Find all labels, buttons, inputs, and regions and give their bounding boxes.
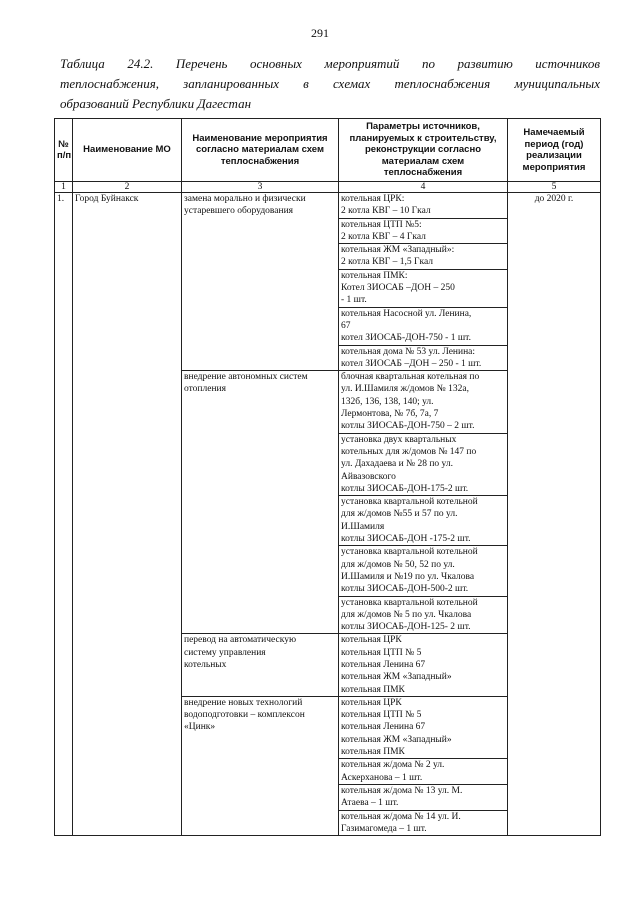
param-line: установка двух квартальных [341,434,457,445]
header-mo [73,119,182,182]
measure-name [182,193,339,371]
measure-line: водоподготовки – комплексон [184,710,305,721]
param-line: Котел ЗИОСАБ –ДОН – 250 [341,283,455,294]
param-line: 2 котла КВГ – 4 Гкал [341,231,426,242]
param-line: котлы ЗИОСАБ-ДОН-125- 2 шт. [341,622,471,633]
param-entry [339,371,507,432]
param-line: И.Шамиля и №19 по ул. Чкалова [341,571,475,582]
param-line: котлы ЗИОСАБ-ДОН -175-2 шт. [341,534,471,545]
param-line: Лермонтова, № 7б, 7а, 7 [341,409,439,420]
param-line: котельная ЦРК [341,635,402,646]
header-line: согласно материалам схем [195,144,324,156]
measure-line: «Цинк» [184,722,216,733]
measure-line: замена морально и физически [184,194,306,204]
param-entry [339,697,507,758]
param-line: котлы ЗИОСАБ-ДОН-175-2 шт. [341,483,469,494]
header-line: мероприятия [522,161,586,173]
param-line: ул. И.Шамиля ж/домов № 132а, [341,384,469,395]
measure-line: котельных [184,659,227,670]
param-line: - 1 шт. [341,295,367,306]
param-line: котел ЗИОСАБ-ДОН-750 - 1 шт. [341,333,471,344]
period-value: до 2020 г. [508,193,601,836]
param-line: котельная ЦТП № 5 [341,710,422,721]
param-line: котельная ЦТП №5: [341,219,422,230]
param-line: Айвазовского [341,471,396,482]
header-line: Намечаемый [523,127,585,138]
param-entry [339,495,507,545]
caption-line: образований Республики Дагестан [60,96,252,111]
header-period [508,119,601,182]
column-number: 1 [55,182,73,193]
param-line: установка квартальной котельной [341,547,478,558]
param-line: И.Шамиля [341,521,385,532]
header-line: Наименование мероприятия [192,132,328,144]
header-params [339,119,508,182]
param-line: 67 [341,320,351,331]
measure-line: устаревшего оборудования [184,206,294,217]
param-line: котельная ЖМ «Западный»: [341,245,455,256]
row-number: 1. [55,193,73,836]
header-line: реализации [526,150,582,161]
measure-line: внедрение автономных систем [184,372,308,383]
table-caption [60,54,600,114]
param-entry [339,758,507,784]
param-line: котел ЗИОСАБ –ДОН – 250 - 1 шт. [341,358,482,369]
param-line: котельная ЖМ «Западный» [341,734,452,745]
caption-line: теплоснабжения, запланированных в схемах теплоснабжения муниципальных [60,76,600,91]
param-entry [339,345,507,371]
column-number: 5 [508,182,601,193]
param-line: Атаева – 1 шт. [341,798,399,809]
param-line: для ж/домов № 50, 52 по ул. [341,559,455,570]
params-cell [339,193,508,371]
header-num [55,119,73,182]
column-number-row [55,182,601,193]
param-line: котельная ЦРК [341,697,402,708]
header-line: № [58,138,69,150]
params-cell [339,634,508,696]
column-number: 2 [73,182,182,193]
param-line: 132б, 136, 138, 140; ул. [341,396,434,407]
param-line: котельная Насосной ул. Ленина, [341,308,472,319]
caption-line: Таблица 24.2. Перечень основных мероприятий по развитию источников [60,56,600,71]
measure-line: внедрение новых технологий [184,697,303,708]
header-line: Параметры источников, [366,121,480,133]
param-line: котлы ЗИОСАБ-ДОН-500-2 шт. [341,584,469,595]
param-line: котельная ж/дома № 14 ул. И. [341,811,461,822]
table-row [55,193,601,371]
param-line: установка квартальной котельной [341,497,478,508]
param-line: Газимагомеда – 1 шт. [341,823,427,834]
column-number: 3 [182,182,339,193]
param-line: для ж/домов №55 и 57 по ул. [341,509,458,520]
measure-line: перевод на автоматическую [184,635,297,646]
param-line: котельная дома № 53 ул. Ленина: [341,346,476,357]
param-line: котельная ПМК [341,684,405,695]
param-line: блочная квартальная котельная по [341,372,480,383]
measure-name [182,696,339,835]
param-line: котлы ЗИОСАБ-ДОН-750 – 2 шт. [341,421,475,432]
measure-line: систему управления [184,647,266,658]
param-entry [339,810,507,836]
header-line: Наименование МО [83,144,171,156]
measure-name [182,371,339,634]
param-line: котельная ПМК [341,747,405,758]
measures-table [54,118,601,836]
measure-line: отопления [184,384,226,395]
measure-name [182,634,339,696]
header-measure [182,119,339,182]
header-row [55,119,601,182]
param-line: котельная Ленина 67 [341,659,426,670]
param-line: Аскерханова – 1 шт. [341,772,423,783]
param-entry [339,545,507,595]
param-line: котельная ЦТП № 5 [341,647,422,658]
param-line: котельная ж/дома № 2 ул. [341,760,445,771]
header-line: п/п [57,150,72,161]
param-line: 2 котла КВГ – 1,5 Гкал [341,257,434,268]
param-entry [339,243,507,269]
param-line: ул. Дахадаева и № 28 по ул. [341,459,454,470]
param-line: котельная ЦРК: [341,194,405,204]
param-line: котельная Ленина 67 [341,722,426,733]
param-entry [339,634,507,695]
param-entry [339,193,507,218]
param-line: 2 котла КВГ – 10 Гкал [341,206,431,217]
param-line: котельных для ж/домов № 147 по [341,446,477,457]
mo-name: Город Буйнакск [73,193,182,836]
page-number: 291 [311,26,329,40]
header-line: период (год) [524,138,584,150]
param-entry [339,218,507,244]
column-number: 4 [339,182,508,193]
header-line: реконструкции согласно [364,144,482,156]
header-line: теплоснабжения [383,167,463,179]
header-line: материалам схем [381,155,465,167]
param-line: для ж/домов № 5 по ул. Чкалова [341,609,472,620]
param-entry [339,269,507,307]
param-entry [339,307,507,345]
param-entry [339,596,507,634]
param-line: установка квартальной котельной [341,597,478,608]
param-entry [339,784,507,810]
param-line: котельная ж/дома № 13 ул. М. [341,785,463,796]
param-entry [339,433,507,495]
params-cell [339,696,508,835]
param-line: котельная ПМК: [341,270,408,281]
header-line: теплоснабжения [220,155,300,167]
header-line: планируемых к строительству, [349,132,497,144]
params-cell [339,371,508,634]
param-line: котельная ЖМ «Западный» [341,672,452,683]
